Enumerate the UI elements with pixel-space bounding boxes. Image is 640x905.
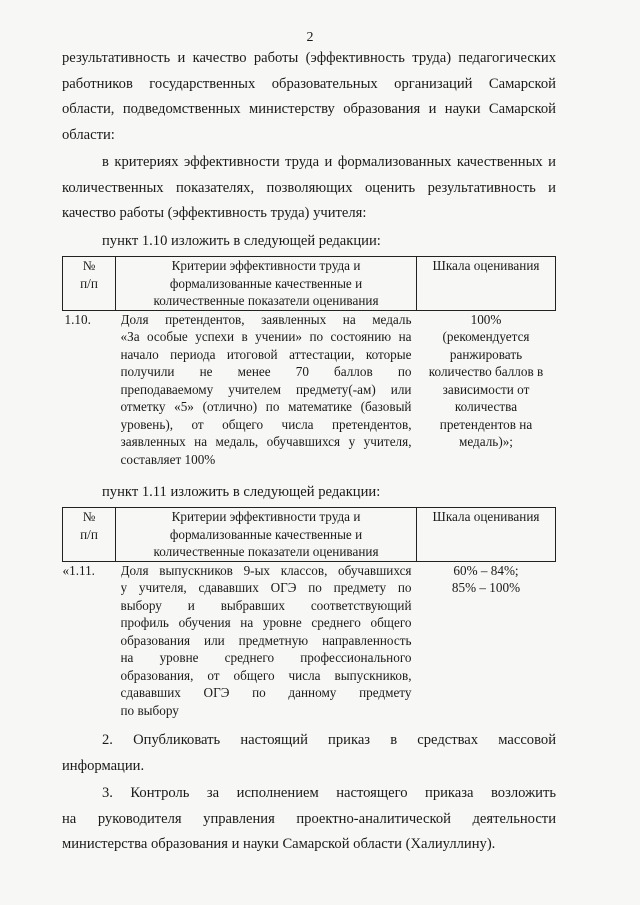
table-header-row — [63, 257, 556, 311]
text-line: в критериях эффективности труда и формализованных качественных и — [102, 154, 556, 170]
text-line: пункт 1.11 изложить в следующей редакции: — [102, 484, 381, 500]
row-scale: 100% (рекомендуется ранжировать количество баллов в зависимости от количества претендентов на медаль)»; — [428, 311, 544, 449]
table-clause-110 — [62, 256, 556, 468]
clause-110-heading — [62, 229, 556, 255]
header-num: № п/п — [63, 508, 116, 562]
row-criteria: Доля претендентов, заявленных на медаль «За особые успехи в учении» по состоянию на начало периода итоговой аттестации, которые получили не менее 70 баллов по преподаваемому учителем предмету(-ам) или отметку «5» (отлично) по математике (базовый уровень), от общего числа претендентов, заявленных на медаль, обучавшихся у учителя, составляет 100% — [120, 311, 412, 467]
text-line: 2. Опубликовать настоящий приказ в средствах массовой — [102, 732, 556, 748]
row-num: «1.11. — [62, 562, 95, 578]
text-line: работников государственных образовательных организаций Самарской — [62, 75, 556, 92]
item-3-paragraph — [62, 781, 556, 858]
header-criteria: Критерии эффективности труда и формализованные качественные и количественные показатели оценивания — [116, 257, 417, 311]
text-line: на руководителя управления проектно-аналитической деятельности — [62, 810, 556, 827]
row-criteria: Доля выпускников 9-ых классов, обучавшихся у учителя, сдававших ОГЭ по предмету по выбору и выбравших соответствующий профиль обучения на уровне среднего общего образования или предметную направленность на уровне среднего профессионального образования, от общего числа выпускников, сдававших ОГЭ по данному предмету по выбору — [120, 562, 412, 718]
intro-paragraph — [62, 46, 556, 148]
header-criteria: Критерии эффективности труда и формализованные качественные и количественные показатели оценивания — [116, 508, 417, 562]
table-header-row — [63, 508, 556, 562]
text-line: результативность и качество работы (эффективность труда) педагогических — [62, 50, 556, 66]
item-2-paragraph — [62, 728, 556, 779]
text-line: области, подведомственных министерству образования и науки Самарской — [62, 101, 556, 117]
criteria-paragraph — [62, 150, 556, 227]
header-scale: Шкала оценивания — [417, 257, 556, 311]
row-scale: 60% – 84%; 85% – 100% — [451, 562, 521, 595]
row-num: 1.10. — [64, 311, 91, 327]
page-number: 2 — [306, 30, 314, 45]
table-row — [63, 561, 556, 719]
text-line: министерства образования и науки Самарской области (Халиуллину). — [62, 836, 496, 852]
clause-111-heading — [62, 480, 556, 506]
table-row — [63, 310, 556, 468]
text-line: информации. — [62, 757, 145, 774]
text-line: количественных показателях, позволяющих оценить результативность и — [62, 179, 556, 196]
text-line: качество работы (эффективность труда) учителя: — [62, 205, 367, 221]
text-line: 3. Контроль за исполнением настоящего приказа возложить — [102, 785, 556, 801]
header-scale: Шкала оценивания — [417, 508, 556, 562]
header-num: № п/п — [63, 257, 116, 311]
text-line: области: — [62, 126, 115, 143]
table-clause-111 — [62, 507, 556, 719]
text-line: пункт 1.10 изложить в следующей редакции: — [102, 233, 381, 249]
